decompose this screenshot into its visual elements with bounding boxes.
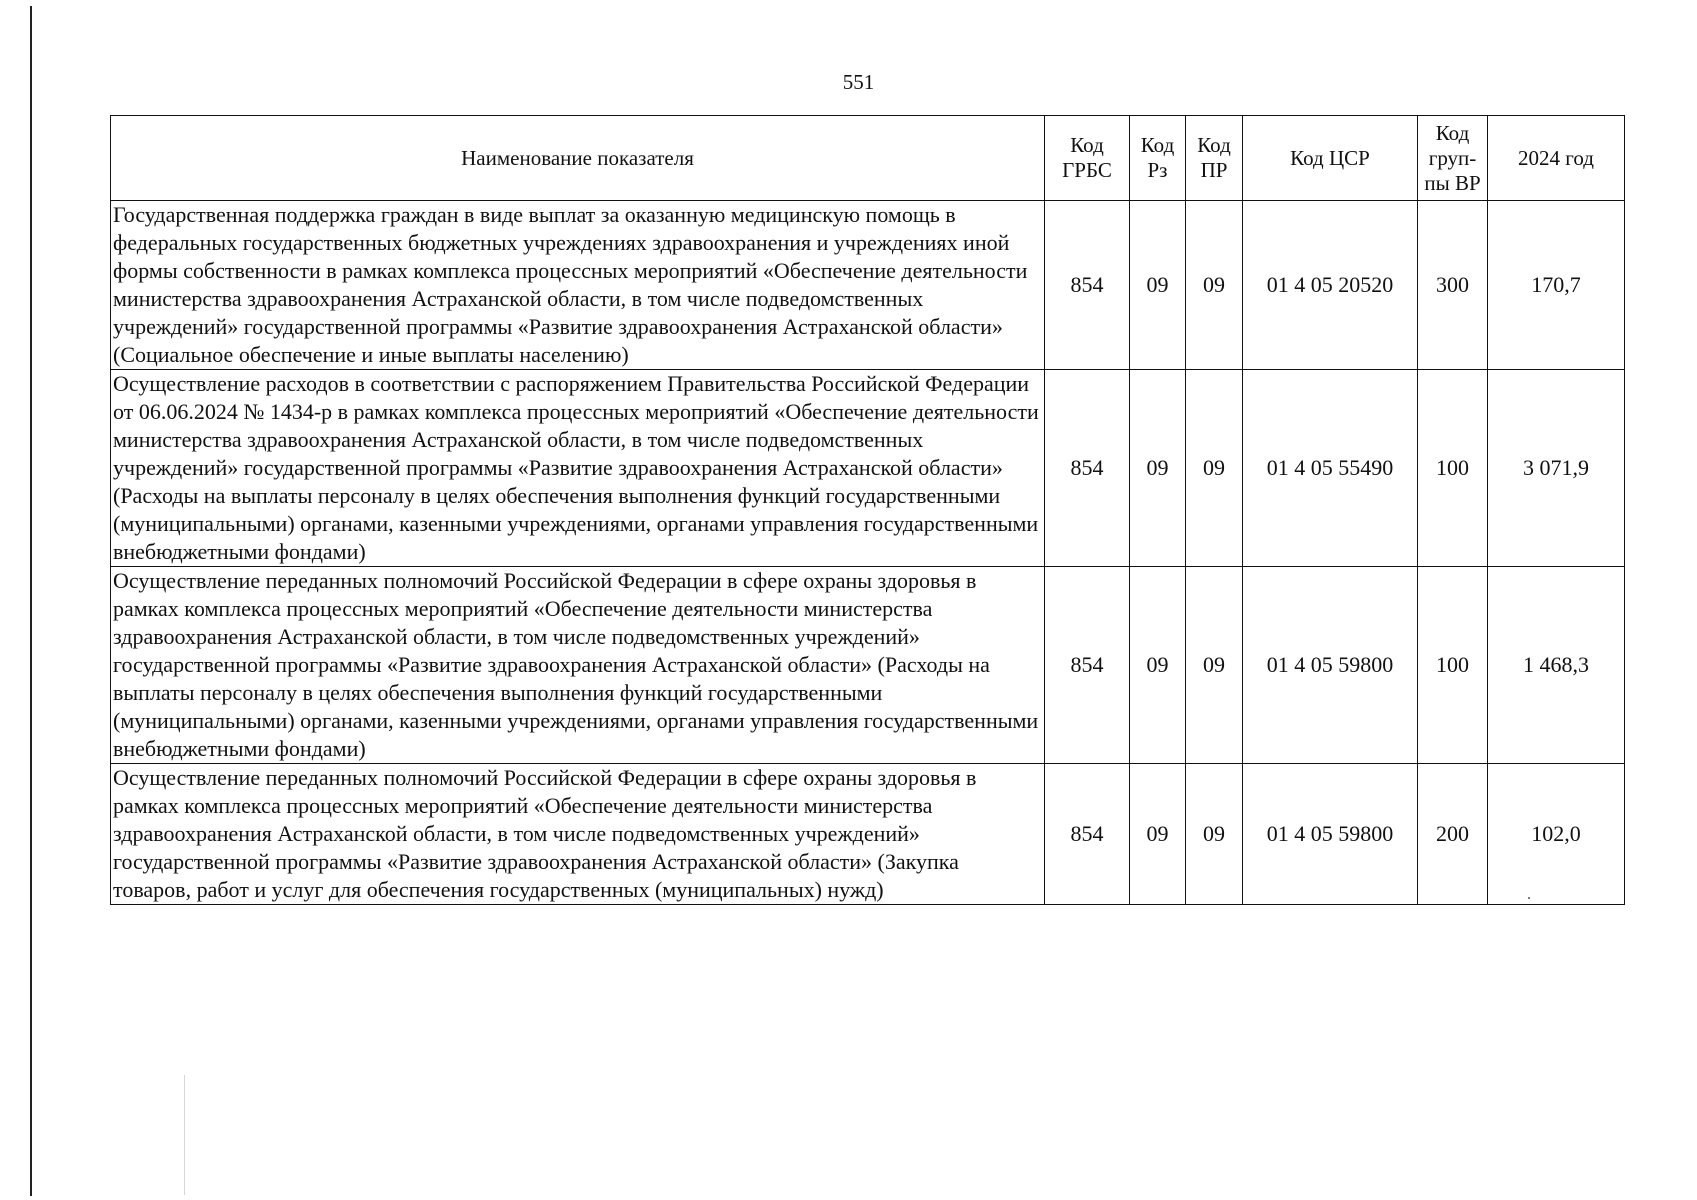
table-row <box>111 370 1625 567</box>
budget-table <box>110 115 1625 905</box>
row-grbs: 854 <box>1045 764 1130 905</box>
row-vr: 100 <box>1418 370 1488 567</box>
table-row <box>111 567 1625 764</box>
row-csr: 01 4 05 55490 <box>1243 370 1418 567</box>
row-pr: 09 <box>1186 567 1243 764</box>
header-grbs <box>1045 116 1130 201</box>
row-vr: 300 <box>1418 201 1488 370</box>
row-csr: 01 4 05 59800 <box>1243 764 1418 905</box>
row-pr: 09 <box>1186 201 1243 370</box>
header-grbs-line2: ГРБС <box>1062 158 1112 182</box>
row-name: Государственная поддержка граждан в виде выплат за оказанную медицинскую помощь в федеральных государственных бюджетных учреждениях здравоохранения и учреждениях иной формы собственности в рамках комплекса процессных мероприятий «Обеспечение деятельности министерства здравоохранения Астраханской области, в том числе подведомственных учреждений» государственной программы «Развитие здравоохранения Астраханской области» (Социальное обеспечение и иные выплаты населению) <box>111 201 1045 370</box>
row-rz: 09 <box>1130 567 1186 764</box>
row-name: Осуществление переданных полномочий Российской Федерации в сфере охраны здоровья в рамках комплекса процессных мероприятий «Обеспечение деятельности министерства здравоохранения Астраханской области, в том числе подведомственных учреждений» государственной программы «Развитие здравоохранения Астраханской области» (Закупка товаров, работ и услуг для обеспечения государственных (муниципальных) нужд) <box>111 764 1045 905</box>
row-rz: 09 <box>1130 370 1186 567</box>
row-name: Осуществление переданных полномочий Российской Федерации в сфере охраны здоровья в рамках комплекса процессных мероприятий «Обеспечение деятельности министерства здравоохранения Астраханской области, в том числе подведомственных учреждений» государственной программы «Развитие здравоохранения Астраханской области» (Расходы на выплаты персоналу в целях обеспечения выполнения функций государственными (муниципальными) органами, казенными учреждениями, органами управления государственными внебюджетными фондами) <box>111 567 1045 764</box>
row-grbs: 854 <box>1045 201 1130 370</box>
header-year: 2024 год <box>1488 116 1625 201</box>
header-name: Наименование показателя <box>111 116 1045 201</box>
row-csr: 01 4 05 59800 <box>1243 567 1418 764</box>
table-row <box>111 201 1625 370</box>
table-row <box>111 764 1625 905</box>
row-amount: 1 468,3 <box>1488 567 1625 764</box>
row-grbs: 854 <box>1045 567 1130 764</box>
header-csr: Код ЦСР <box>1243 116 1418 201</box>
header-vr-line3: пы ВР <box>1424 170 1481 195</box>
header-vr-line1: Код <box>1435 120 1470 145</box>
header-vr-line2: груп- <box>1428 145 1477 170</box>
header-rz-line1: Код <box>1140 133 1175 157</box>
row-amount: 3 071,9 <box>1488 370 1625 567</box>
row-vr: 100 <box>1418 567 1488 764</box>
header-pr-line2: ПР <box>1200 158 1228 182</box>
row-pr: 09 <box>1186 370 1243 567</box>
row-rz: 09 <box>1130 764 1186 905</box>
row-vr: 200 <box>1418 764 1488 905</box>
row-name: Осуществление расходов в соответствии с распоряжением Правительства Российской Федерации от 06.06.2024 № 1434-р в рамках комплекса процессных мероприятий «Обеспечение деятельности министерства здравоохранения Астраханской области, в том числе подведомственных учреждений» государственной программы «Развитие здравоохранения Астраханской области» (Расходы на выплаты персоналу в целях обеспечения выполнения функций государственными (муниципальными) органами, казенными учреждениями, органами управления государственными внебюджетными фондами) <box>111 370 1045 567</box>
header-rz <box>1130 116 1186 201</box>
row-grbs: 854 <box>1045 370 1130 567</box>
binding-margin-line <box>30 6 32 1196</box>
scan-artifact-line <box>184 1075 185 1195</box>
header-grbs-line1: Код <box>1070 133 1104 157</box>
table-header-row <box>111 116 1625 201</box>
row-csr: 01 4 05 20520 <box>1243 201 1418 370</box>
row-rz: 09 <box>1130 201 1186 370</box>
header-pr-line1: Код <box>1197 133 1231 157</box>
row-amount: 102,0 <box>1488 764 1625 905</box>
page-number: 551 <box>842 70 875 94</box>
row-pr: 09 <box>1186 764 1243 905</box>
row-amount: 170,7 <box>1488 201 1625 370</box>
header-pr <box>1186 116 1243 201</box>
scan-dot <box>1528 897 1530 899</box>
header-rz-line2: Рз <box>1147 158 1168 182</box>
header-vr <box>1418 116 1488 201</box>
